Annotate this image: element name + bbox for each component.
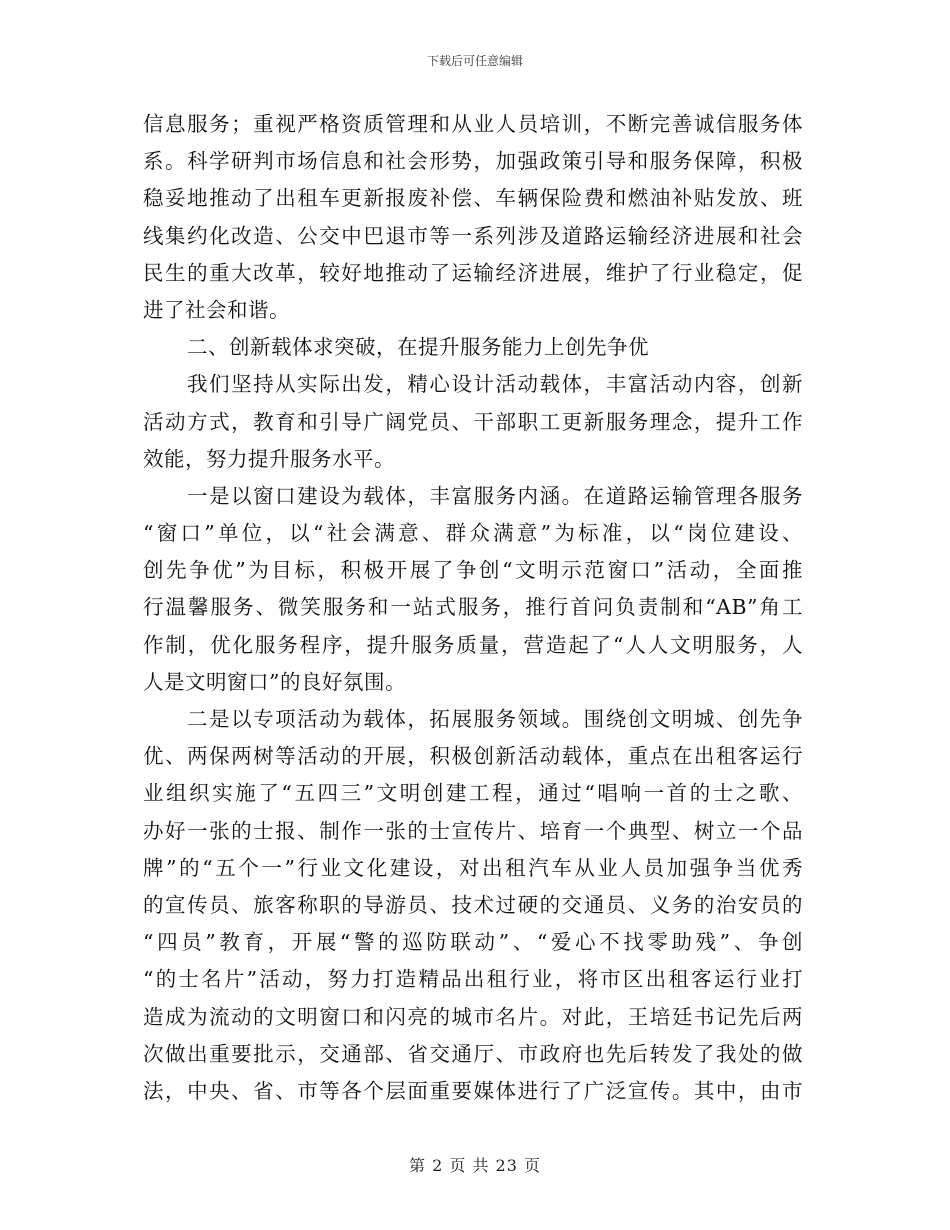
- text-line: 牌”的“五个一”行业文化建设，对出租汽车从业人员加强争当优秀: [143, 855, 803, 880]
- text-line: 业组织实施了“五四三”文明创建工程，通过“唱响一首的士之歌、: [143, 781, 803, 806]
- text-line: “的士名片”活动，努力打造精品出租行业，将市区出租客运行业打: [143, 967, 803, 992]
- text-line: 次做出重要批示，交通部、省交通厅、市政府也先后转发了我处的做: [143, 1041, 803, 1066]
- text-line: 优、两保两树等活动的开展，积极创新活动载体，重点在出租客运行: [143, 744, 803, 769]
- text-line: 进了社会和谐。: [143, 297, 290, 322]
- text-line: 活动方式，教育和引导广阔党员、干部职工更新服务理念，提升工作: [143, 409, 803, 434]
- text-line: 行温馨服务、微笑服务和一站式服务，推行首问负责制和“AB”角工: [143, 595, 803, 620]
- text-line: 信息服务；重视严格资质管理和从业人员培训，不断完善诚信服务体: [143, 112, 803, 136]
- text-line: 造成为流动的文明窗口和闪亮的城市名片。对此，王培廷书记先后两: [143, 1004, 803, 1029]
- text-line: 法，中央、省、市等各个层面重要媒体进行了广泛宣传。其中，由市: [143, 1078, 803, 1103]
- text-line: 的宣传员、旅客称职的导游员、技术过硬的交通员、义务的治安员的: [143, 892, 803, 917]
- text-line: 系。科学研判市场信息和社会形势，加强政策引导和服务保障，积极: [143, 149, 803, 174]
- text-line: 民生的重大改革，较好地推动了运输经济进展，维护了行业稳定，促: [143, 260, 803, 285]
- text-line: 一是以窗口建设为载体，丰富服务内涵。在道路运输管理各服务: [187, 483, 803, 508]
- page-number-footer: 第 2 页 共 23 页: [409, 1156, 541, 1175]
- text-line: 稳妥地推动了出租车更新报废补偿、车辆保险费和燃油补贴发放、班: [143, 186, 803, 211]
- text-line: 创先争优”为目标，积极开展了争创“文明示范窗口”活动，全面推: [143, 558, 803, 583]
- text-line: “四员”教育，开展“警的巡防联动”、“爱心不找零助残”、争创: [143, 930, 803, 955]
- section-heading: 二、创新载体求突破，在提升服务能力上创先争优: [187, 335, 649, 360]
- text-line: 二是以专项活动为载体，拓展服务领域。围绕创文明城、创先争: [187, 707, 803, 731]
- text-line: 我们坚持从实际出发，精心设计活动载体，丰富活动内容，创新: [187, 372, 803, 397]
- document-body: [143, 106, 803, 1110]
- text-line: 效能，努力提升服务水平。: [143, 446, 395, 471]
- text-line: “窗口”单位，以“社会满意、群众满意”为标准，以“岗位建设、: [143, 521, 803, 546]
- text-line: 人是文明窗口”的良好氛围。: [143, 669, 406, 694]
- page-header: 下载后可任意编辑: [426, 54, 523, 68]
- text-line: 办好一张的士报、制作一张的士宣传片、培育一个典型、树立一个品: [143, 818, 803, 843]
- text-line: 线集约化改造、公交中巴退市等一系列涉及道路运输经济进展和社会: [143, 223, 803, 248]
- text-line: 作制，优化服务程序，提升服务质量，营造起了“人人文明服务，人: [143, 632, 803, 657]
